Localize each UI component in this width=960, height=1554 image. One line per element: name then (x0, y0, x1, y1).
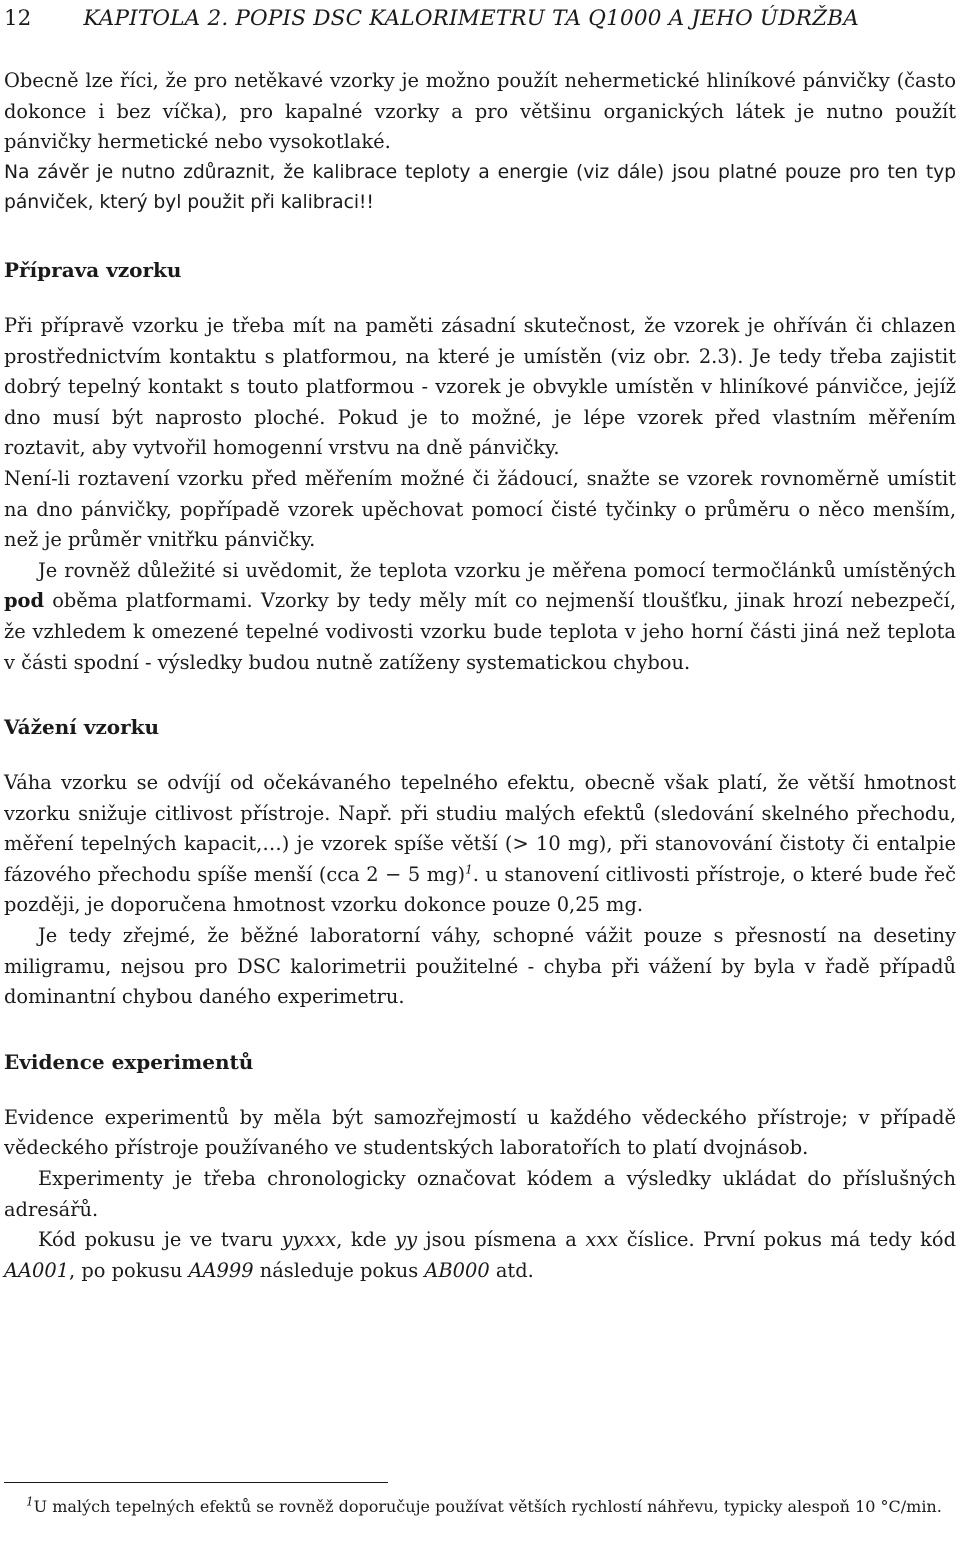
section-heading-evidence: Evidence experimentů (4, 1049, 254, 1074)
code-format-yy: yy (395, 1228, 418, 1252)
footnote-divider (4, 1482, 388, 1483)
section-heading-priprava: Příprava vzorku (4, 257, 182, 282)
priprava-paragraph-1: Při přípravě vzorku je třeba mít na paměti zásadní skutečnost, že vzorek je ohříván či chlazen prostřednictvím kontaktu s platformou, na které je umístěn (viz obr. 2.3). Je tedy třeba zajistit dobrý tepelný kontakt s touto platformou - vzorek je obvykle umístěn v hliníkové pánvičce, jejíž dno musí být naprosto ploché. Pokud je to možné, je lépe vzorek před vlastním měřením roztavit, aby vytvořil homogenní vrstvu na dně pánvičky. (4, 313, 956, 460)
intro-paragraph: Obecně lze říci, že pro netěkavé vzorky je možno použít nehermetické hliníkové pánvičky (často dokonce i bez víčka), pro kapalné vzorky a pro většinu organických látek je nutno použít pánvičky hermetické nebo vysokotlaké. (4, 69, 956, 154)
evidence-p3-text-b: , kde (336, 1228, 396, 1252)
priprava-p3-emphasis: pod (4, 589, 45, 613)
priprava-paragraph-2: Není-li roztavení vzorku před měřením možné či žádoucí, snažte se vzorek rovnoměrně umístit na dno pánvičky, popřípadě vzorek upěchovat pomocí čisté tyčinky o průměru o něco menším, než je průměr vnitřku pánvičky. (4, 466, 956, 552)
footnote-paragraph (4, 1494, 956, 1520)
footnote-reference[interactable]: 1 (465, 862, 473, 877)
code-format-yyxxx: yyxxx (281, 1228, 337, 1252)
footnote-marker: 1 (26, 1494, 34, 1509)
footnote-text: U malých tepelných efektů se rovněž doporučuje používat větších rychlostí náhřevu, typicky alespoň 10 °C/min. (33, 1497, 942, 1516)
evidence-p3-text-a: Kód pokusu je ve tvaru (38, 1228, 282, 1252)
code-format-xxx: xxx (585, 1228, 619, 1252)
evidence-paragraph-2: Experimenty je třeba chronologicky označovat kódem a výsledky ukládat do příslušných adresářů. (4, 1167, 956, 1221)
intro-note-paragraph: Na závěr je nutno zdůraznit, že kalibrace teploty a energie (viz dále) jsou platné pouze pro ten typ pánviček, který byl použit při kalibraci!! (4, 161, 956, 214)
section-heading-vazeni: Vážení vzorku (4, 715, 160, 740)
page-number: 12 (4, 6, 32, 31)
footnote (4, 1494, 956, 1520)
evidence-p3-text-f: následuje pokus (253, 1258, 425, 1282)
evidence-paragraph-3 (4, 1225, 956, 1286)
code-example-aa999: AA999 (188, 1258, 254, 1282)
priprava-paragraph-3 (4, 556, 956, 678)
evidence-paragraph-1: Evidence experimentů by měla být samozřejmostí u každého vědeckého přístroje; v případě vědeckého přístroje používaného ve studentských laboratořích to platí dvojnásob. (4, 1105, 956, 1160)
vazeni-paragraph-1 (4, 768, 956, 921)
evidence-p3-text-e: , po pokusu (69, 1258, 189, 1282)
code-example-aa001: AA001 (4, 1258, 70, 1282)
vazeni-paragraph-2: Je tedy zřejmé, že běžné laboratorní váhy, schopné vážit pouze s přesností na desetiny miligramu, nejsou pro DSC kalorimetrii použitelné - chyba při vážení by byla v řadě případů dominantní chybou daného experimetru. (4, 924, 956, 1009)
evidence-p3-text-g: atd. (489, 1258, 534, 1282)
code-example-ab000: AB000 (424, 1258, 490, 1282)
evidence-p3-text-d: číslice. První pokus má tedy kód (618, 1228, 956, 1252)
evidence-p3-text-c: jsou písmena a (417, 1228, 586, 1252)
priprava-p3-text-a: Je rovněž důležité si uvědomit, že teplota vzorku je měřena pomocí termočlánků umístěných (38, 558, 956, 582)
vazeni-p1-text-b: . u stanovení citlivosti přístroje, o které bude řeč později, je doporučena hmotnost vzorku dokonce pouze 0,25 mg. (4, 862, 956, 917)
running-title: KAPITOLA 2. POPIS DSC KALORIMETRU TA Q1000 A JEHO ÚDRŽBA (83, 6, 859, 31)
priprava-p3-text-b: oběma platformami. Vzorky by tedy měly mít co nejmenší tloušťku, jinak hrozí nebezpečí, že vzhledem k omezené tepelné vodivosti vzorku bude teplota v jeho horní části jiná než teplota v části spodní - výsledky budou nutně zatíženy systematickou chybou. (4, 589, 956, 674)
running-header (4, 4, 956, 34)
page-body (4, 66, 956, 1286)
vazeni-p1-text-a: Váha vzorku se odvíjí od očekávaného tepelného efektu, obecně však platí, že větší hmotnost vzorku snižuje citlivost přístroje. Např. při studiu malých efektů (sledování skelného přechodu, měření tepelných kapacit,…) je vzorek spíše větší (> 10 mg), při stanovování čistoty či entalpie fázového přechodu spíše menší (cca 2 − 5 mg) (4, 771, 956, 886)
